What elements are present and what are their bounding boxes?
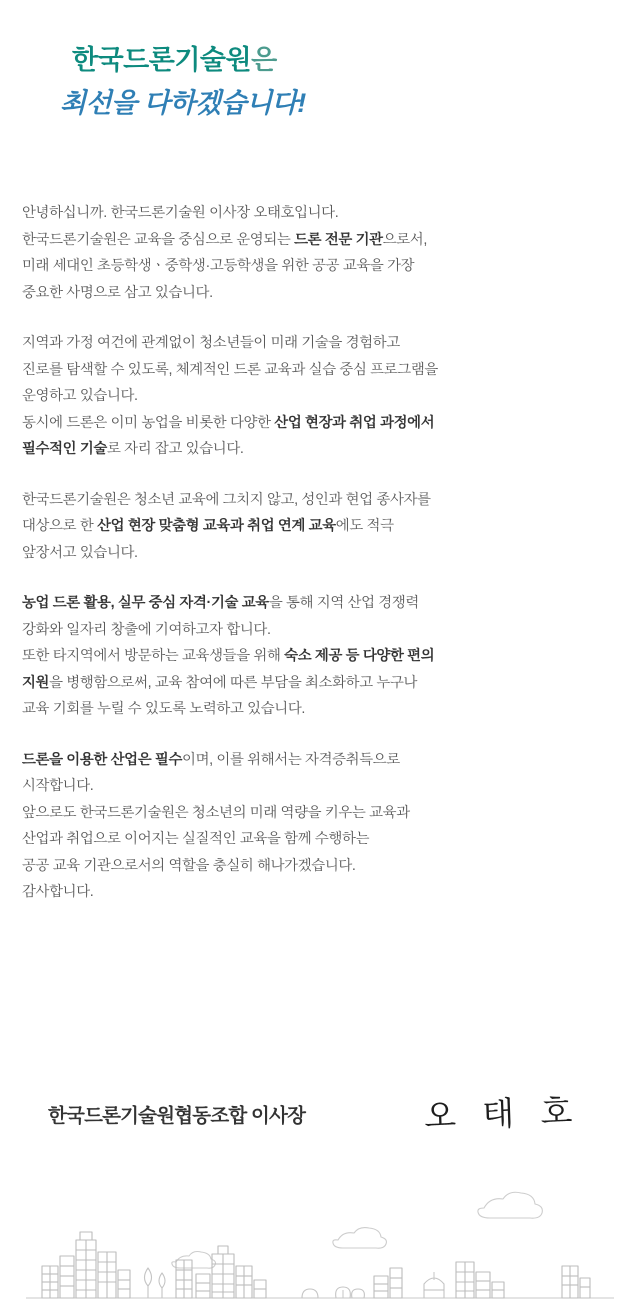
text-line: 한국드론기술원은 청소년 교육에 그치지 않고, 성인과 현업 종사자를 [22,491,431,508]
text-line: 앞장서고 있습니다. [22,544,138,561]
text-line: 또한 타지역에서 방문하는 교육생들을 위해 숙소 제공 등 다양한 편의 [22,648,435,664]
text-line: 동시에 드론은 이미 농업을 비롯한 다양한 산업 현장과 취업 과정에서 [22,414,435,431]
text-line: 한국드론기술원은 교육을 중심으로 운영되는 드론 전문 기관으로서, [22,231,427,248]
page-title [0,40,640,126]
text-line: 지역과 가정 여건에 관계없이 청소년들이 미래 기술을 경험하고 [22,335,400,351]
signature-title: 한국드론기술원협동조합 이사장 [48,1105,306,1127]
text-line: 감사합니다. [22,884,94,900]
text-line: 산업과 취업으로 이어지는 실질적인 교육을 함께 수행하는 [22,831,370,847]
paragraph-intro [22,200,622,306]
text-line: 운영하고 있습니다. [22,388,138,404]
text-line: 진로를 탐색할 수 있도록, 체계적인 드론 교육과 실습 중심 프로그램을 [22,361,438,378]
text-line: 미래 세대인 초등학생ㆍ중학생·고등학생을 위한 공공 교육을 가장 [22,258,415,274]
text-line: 필수적인 기술로 자리 잡고 있습니다. [22,441,244,457]
heading-org-name: 한국드론기술원 [72,45,252,75]
text-line: 중요한 사명으로 삼고 있습니다. [22,284,213,301]
greeting-body [22,200,622,906]
signature-name: 오 태 호 [423,1094,582,1136]
cityscape-skyline-icon [0,1170,640,1305]
heading-line-1 [0,40,640,80]
signature-block [0,1094,640,1150]
text-line: 앞으로도 한국드론기술원은 청소년의 미래 역량을 키우는 교육과 [22,804,410,821]
text-line: 농업 드론 활용, 실무 중심 자격·기술 교육을 통해 지역 산업 경쟁력 [22,595,419,611]
text-line: 시작합니다. [22,778,94,794]
text-line: 안녕하십니까. 한국드론기술원 이사장 오태호입니다. [22,205,339,221]
paragraph-agriculture [22,590,622,723]
text-line: 교육 기회를 누릴 수 있도록 노력하고 있습니다. [22,701,306,717]
paragraph-adults [22,487,622,567]
text-line: 대상으로 한 산업 현장 맞춤형 교육과 취업 연계 교육에도 적극 [22,518,394,534]
text-line: 지원을 병행함으로써, 교육 참여에 따른 부담을 최소화하고 누구나 [22,674,418,691]
text-line: 공공 교육 기관으로서의 역할을 충실히 해나가겠습니다. [22,857,356,874]
heading-line-2: 최선을 다하겠습니다! [60,88,306,118]
heading-line-1-particle: 은 [251,45,277,75]
text-line: 강화와 일자리 창출에 기여하고자 합니다. [22,621,271,638]
paragraph-closing [22,747,622,906]
paragraph-programs [22,330,622,463]
text-line: 드론을 이용한 산업은 필수이며, 이를 위해서는 자격증취득으로 [22,751,400,768]
